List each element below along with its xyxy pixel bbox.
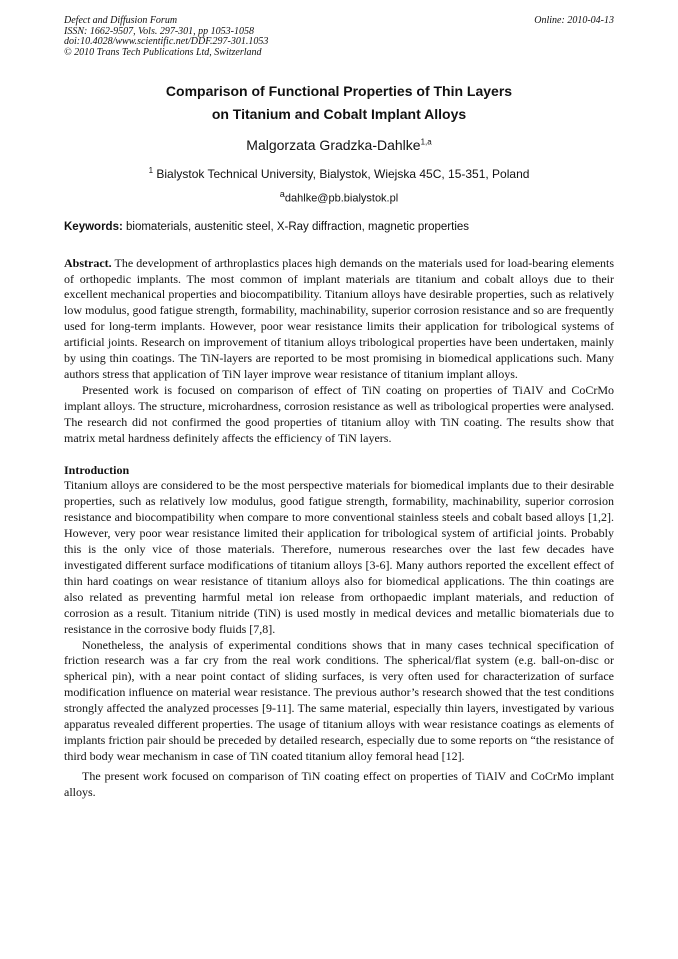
journal-name: Defect and Diffusion Forum (64, 15, 178, 26)
email-mark: a (279, 189, 285, 199)
title-line-2: on Titanium and Cobalt Implant Alloys (211, 106, 467, 122)
online-date: Online: 2010-04-13 (534, 15, 614, 26)
author-email (64, 187, 614, 206)
keywords-label: Keywords: (64, 220, 123, 233)
journal-copyright: © 2010 Trans Tech Publications Ltd, Switzerland (64, 46, 262, 58)
author-line (64, 136, 614, 154)
abstract-label: Abstract. (64, 255, 112, 270)
affiliation-text: Bialystok Technical University, Bialystok, Wiejska 45C, 15-351, Poland (153, 167, 530, 181)
journal-doi[interactable]: doi:10.4028/www.scientific.net/DDF.297-301.1053 (64, 36, 269, 47)
introduction-paragraph-3: The present work focused on comparison of TiN coating effect on properties of TiAlV and CoCrMo implant alloys. (64, 768, 614, 799)
author-affiliation-mark: 1,a (420, 137, 432, 147)
affiliation (64, 167, 614, 182)
abstract-text-1: The development of arthroplastics places high demands on the materials used for load-bearing elements of orthopedic implants. The most common of implant materials are titanium and cobalt alloys due to their excellent mechanical properties and biocompatibility. Titanium alloys have desirable properties, such as relatively low modulus, good fatigue strength, formability, machinability, superior corrosion resistance and so are frequently used for long-term implants. However, poor wear resistance limits their application for tribological systems of artificial joints. Research on improvement of titanium alloys tribological properties have been undertaken, mainly by using thin coatings. The TiN-layers are reported to be most promising in biomedical applications such. Many authors stress that application of TiN layer improve wear resistance of titanium implant alloys. (64, 255, 614, 381)
introduction-heading: Introduction (64, 462, 130, 477)
journal-info (64, 16, 268, 58)
paper-title (64, 80, 614, 126)
keywords (64, 220, 614, 235)
email-address[interactable]: dahlke@pb.bialystok.pl (284, 192, 399, 205)
keywords-text: biomaterials, austenitic steel, X-Ray diffraction, magnetic properties (122, 220, 470, 233)
introduction-paragraph-1: Titanium alloys are considered to be the most perspective materials for biomedical implants due to their desirable properties, such as relatively low modulus, good fatigue strength, formability, machinability, superior corrosion resistance and biocompatibility when compare to more conventional stainless steels and cobalt based alloys [1,2]. However, very poor wear resistance limited their application for tribological system of artificial joints. Probably this is the only vice of those materials. Therefore, numerous researches over the last few decades have investigated different surface modifications of titanium alloys [3-6]. Many authors reported the excellent effect of thin hard coatings on wear resistance of titanium alloys also for biomedical applications. The thin coatings are also related as preventing harmful metal ion release from orthopaedic implant materials, and reduction of corrosion as a result. Titanium nitride (TiN) is used mostly in medical devices and metallic biomaterials due to resistance in the corrosive body fluids [7,8]. (64, 478, 614, 636)
journal-issn: ISSN: 1662-9507, Vols. 297-301, pp 1053-1058 (64, 25, 254, 37)
abstract-paragraph-2: Presented work is focused on comparison of effect of TiN coating on properties of TiAlV and CoCrMo implant alloys. The structure, microhardness, corrosion resistance as well as tribological properties were analysed. The research did not confirmed the good properties of titanium alloy with TiN coating. The results show that matrix metal hardness definitely affects the efficiency of TiN layers. (64, 382, 614, 445)
affiliation-mark: 1 (148, 166, 154, 175)
journal-header (64, 16, 614, 58)
abstract-paragraph-1 (64, 256, 614, 383)
author-name: Malgorzata Gradzka-Dahlke (246, 137, 421, 153)
abstract-section (64, 256, 614, 447)
introduction-paragraph-2: Nonetheless, the analysis of experimental conditions shows that in many cases technical specification of friction research was a far cry from the real work conditions. The spherical/flat system (e.g. ball-on-disc or spherical pin), with a near point contact of sliding surfaces, is very often used for characterization of surface modification influence on material wear resistance. The previous author’s research showed that the test conditions strongly affected the analyzed processes [9-11]. The same material, especially thin layers, investigated by various apparatus revealed different properties. The usage of titanium alloys with wear resistance coatings as elements of implants friction pair should be preceded by detailed research, especially due to some reports on “the resistance of third body wear mechanism in case of TiN coated titanium alloy femoral head [12]. (64, 637, 614, 763)
title-line-1: Comparison of Functional Properties of Thin Layers (165, 83, 513, 99)
